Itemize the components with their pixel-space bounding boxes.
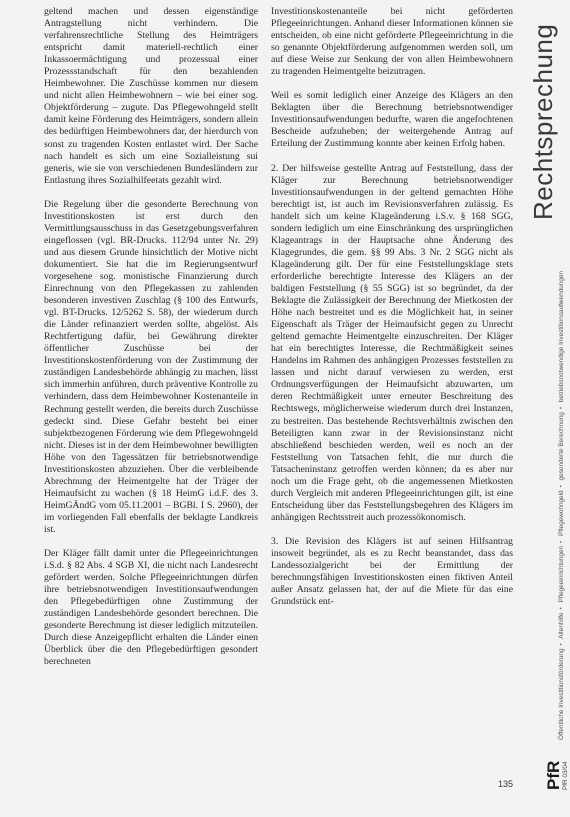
right-paragraph-3: 2. Der hilfsweise gestellte Antrag auf Feststellung, dass der Kläger zur Berechnung betriebsnotwendiger Investitionsaufwendungen in der geltend gemachten Höhe berechtigt ist, ist auch im Revisionsverfahren zulässig. Es handelt sich um keine Klageänderung i.S.v. § 168 SGG, sondern lediglich um eine Einschränkung des ursprünglichen Klageantrags in der Hauptsache ohne Änderung des Klagegrundes, die gem. §§ 99 Abs. 3 Nr. 2 SGG nicht als Klageänderung gilt. Der für eine Feststellungsklage stets erforderliche berechtigte Interesse des Klägers an der baldigen Feststellung (§ 55 SGG) ist so begründet, da der Beklagte die Zulässigkeit der Berechnung der Mietkosten der Höhe nach bestreitet und es die Möglichkeit hat, in seiner Eigenschaft als Träger der Heimaufsicht gegen zu Unrecht geltend gemachte Heimentgelte einzuschreiten. Der Kläger hat ein berechtigtes Interesse, die Rechtmäßigkeit seines Handelns im Rahmen des anhängigen Prozesses feststellen zu lassen und nicht darauf verwiesen zu werden, erst Ordnungsverfügungen der Heimaufsicht abzuwarten, um deren Rechtmäßigkeit unter erneuter Beschreitung des Rechtswegs, möglicherweise wiederum durch drei Instanzen, zu bestreiten. Das bestehende Rechtsverhältnis zwischen den Beteiligten kann zwar in der Revisionsinstanz nicht abschließend beschieden werden, weil es noch an der Feststellung von Tatsachen fehlt, die nur durch die Tatsacheninstanz getroffen werden können; da es aber nur noch um die Frage geht, ob die angemessenen Mietkosten durch Vergleich mit anderen Pflegeeinrichtungen gilt, ist eine Entscheidung über das Feststellungsbegehren des Klägers im anhängigen Rechtsstreit auch prozessökonomisch.: [271, 162, 513, 523]
keyword: gesonderte Berechnung: [558, 412, 565, 481]
sidebar-margin: [522, 0, 570, 817]
right-paragraph-2: Weil es somit lediglich einer Anzeige des Klägers an den Beklagten über die Berechnung betriebsnotwendiger Investitionsaufwendungen bedurfte, waren die angefochtenen Bescheide aufzuheben; der weitergehende Antrag auf Erteilung der Zustimmung konnte aber keinen Erfolg haben.: [271, 90, 513, 150]
issue-label: PfR 03/04: [562, 761, 569, 790]
right-text-column: [271, 6, 513, 620]
page-number: 135: [498, 779, 514, 789]
left-paragraph-1: geltend machen und dessen eigenständige Antragstellung nicht verhindern. Die verfahrensrechtliche Stellung des Heimträgers entspricht damit materiell-rechtlich einer Inkassoermächtigung und prozessual einer Prozessstandschaft für den bezahlenden Heimbewohner. Die Zuschüsse kommen nur diesem und nicht allen Heimbewohnern – wie bei einer sog. Objektförderung – zugute. Das Pflegewohngeld stellt damit keine Förderung des Heimträgers, sondern allein des bedürftigen Heimbewohners dar, der hierdurch von sonst zu tragenden Kosten entlastet wird. Der Sache nach handelt es sich um eine Sozialleistung sui generis, wie sie von verschiedenen Bundesländern zur Entlastung ihres Sozialhilfeetats gezahlt wird.: [44, 6, 259, 186]
keyword: Pflegewohngeld: [558, 490, 565, 536]
keyword: Altenhilfe: [558, 612, 565, 639]
left-text-column: [44, 6, 258, 680]
journal-logo: PfR: [544, 760, 563, 790]
section-title: Rechtsprechung: [528, 23, 558, 220]
right-paragraph-1: Investitionskostenanteile bei nicht geförderten Pflegeeinrichtungen. Anhand dieser Informationen können sie entscheiden, ob eine nicht geförderte Pflegeeinrichtung in die so genannte Objektförderung aufgenommen werden soll, um auf diese Weise zur Senkung der von allen Heimbewohnern zu tragenden Heimentgelte beizutragen.: [271, 6, 513, 78]
right-paragraph-4: 3. Die Revision des Klägers ist auf seinen Hilfsantrag insoweit begründet, als es zu Recht beanstandet, dass das Landessozialgericht bei der Ermittlung der berechnungsfähigen Investitionskosten einen fiktiven Anteil außer Ansatz gelassen hat, der auf die Miete für das eine Grundstück ent-: [271, 535, 513, 608]
keyword: betriebsnotwendige Investitionsaufwendungen: [558, 271, 565, 403]
left-paragraph-2: Die Regelung über die gesonderte Berechnung von Investitionskosten ist erst durch den Vermittlungsausschuss in das Gesetzgebungsverfahren eingeflossen (vgl. BR-Drucks. 112/94 unter Nr. 29) und aus diesem Grunde hinsichtlich der Motive nicht dokumentiert. Sie hat die im Regierungsentwurf vorgesehene sog. monistische Finanzierung durch Einrechnung von den Pflegekassen zu zahlenden besonderen investiven Zuschlag (§ 100 des Entwurfs, vgl. BT-Drucks. 12/5262 S. 58), der wiederum durch die Länder refinanziert werden sollte, abgelöst. Als Rechtfertigung dafür, bei Gewährung direkter öffentlicher Zuschüsse bei der Investitionskostenförderung von der Zustimmung der zuständigen Landesbehörde abhängig zu machen, lässt sich immerhin anführen, durch präventive Kontrolle zu verhindern, dass dem Heimbewohner Kostenanteile in Rechnung gestellt werden, die bereits durch Zuschüsse gedeckt sind. Diese Gefahr besteht bei einer subjektbezogenen Förderung wie dem Pflegewohngeld nicht. Dieses ist in der dem Heimbewohner bewilligten Höhe von den Tagessätzen für betriebsnotwendige Investitionskosten abzuziehen. Über die verbleibende Abrechnung der Heimentgelte hat der Träger der Heimaufsicht zu wachen (§ 18 HeimG i.d.F. des 3. HeimGÄndG vom 05.11.2001 – BGBl. I S. 2960), der im vorliegenden Fall ebenfalls der beklagte Landkreis ist.: [44, 198, 258, 535]
keyword: Öffentliche Investitionsförderung: [558, 648, 565, 740]
keyword: Pflegeeinrichtungen: [558, 545, 565, 603]
keyword-list: Öffentliche Investitionsförderung• Altenhilfe• Pflegeeinrichtungen• Pflegewohngeld• gesonderte Berechnung• betriebsnotwendige Investitionsaufwendungen: [558, 271, 565, 740]
left-paragraph-3: Der Kläger fällt damit unter die Pflegeeinrichtungen i.S.d. § 82 Abs. 4 SGB XI, die nicht nach Landesrecht gefördert werden. Solche Pflegeeinrichtungen dürfen ihre betriebsnotwendigen Investitionsaufwendungen den Pflegebedürftigen ohne Zustimmung der zuständigen Landesbehörde gesondert berechnen. Die gesonderte Berechnung ist dieser lediglich mitzuteilen. Durch diese Anzeigepflicht erhalten die Länder einen Überblick über die den Pflegebedürftigen gesondert berechneten: [44, 548, 258, 668]
